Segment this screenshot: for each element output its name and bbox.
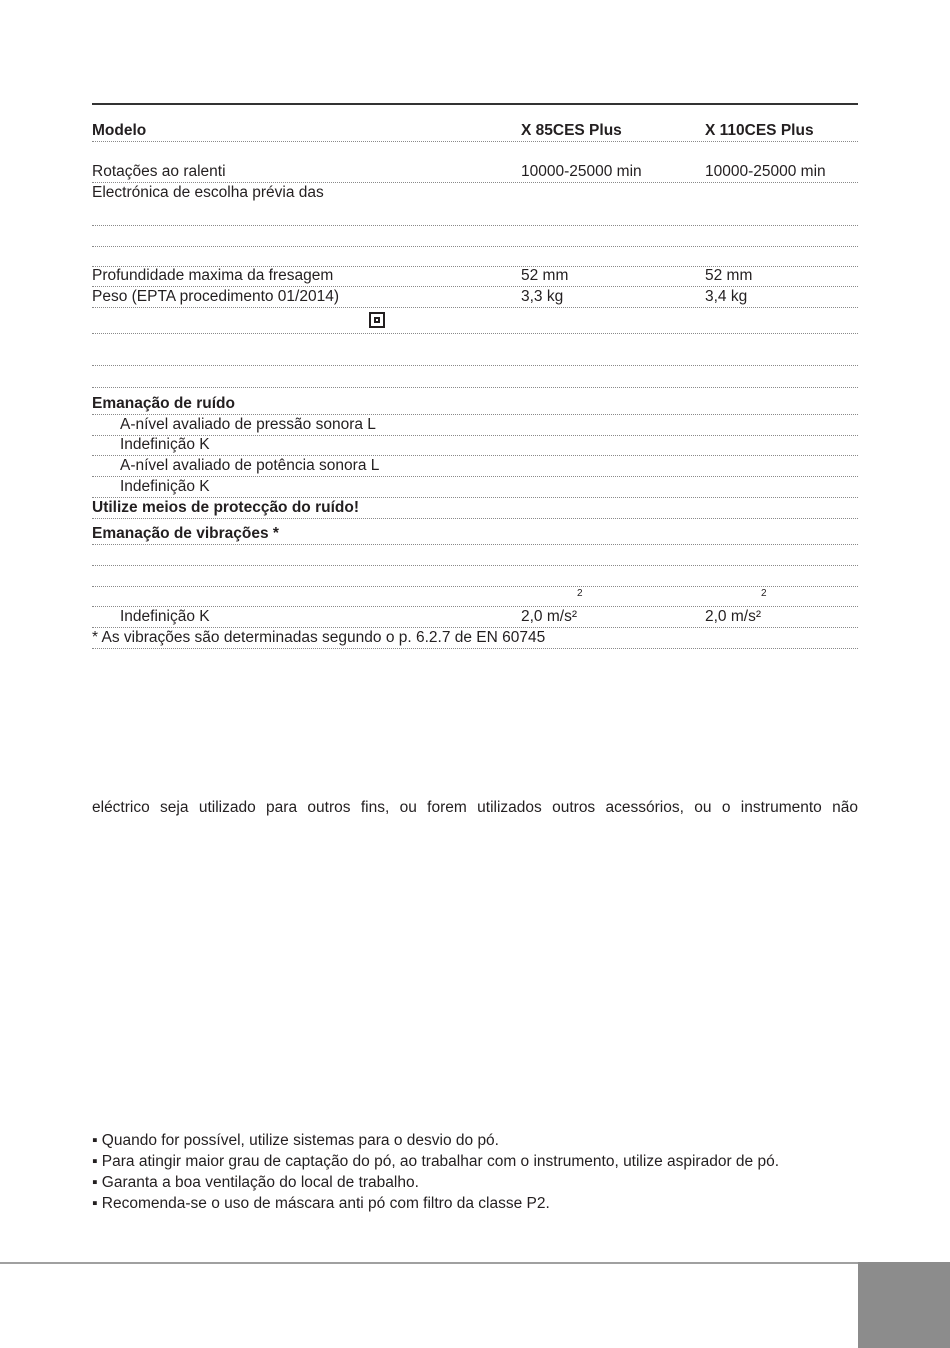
noise-heading-row: [92, 394, 858, 415]
row-label: A-nível avaliado de potência sonora L: [120, 457, 380, 474]
table-row: [92, 435, 858, 456]
row-label: Profundidade maxima da fresagem: [92, 267, 334, 284]
table-row-empty: [92, 367, 858, 388]
row-label: Indefinição K: [120, 608, 210, 625]
list-item: ▪ Para atingir maior grau de captação do pó, ao trabalhar com o instrumento, utilize aspirador de pó.: [92, 1153, 780, 1170]
list-item: ▪ Garanta a boa ventilação do local de trabalho.: [92, 1174, 419, 1191]
table-row-empty: [92, 226, 858, 247]
row-value-1: 10000-25000 min: [521, 163, 642, 180]
row-value-2: 10000-25000 min: [705, 163, 826, 180]
superscript-2: 2: [761, 588, 767, 599]
noise-warning-row: [92, 498, 858, 519]
table-header-row: [92, 121, 858, 142]
table-row: [92, 607, 858, 628]
row-label: Electrónica de escolha prévia das: [92, 184, 324, 201]
top-rule: [92, 103, 858, 105]
table-row-empty: [92, 566, 858, 587]
header-model-1: X 85CES Plus: [521, 122, 622, 139]
paragraph-text: eléctrico seja utilizado para outros fins, ou forem utilizados outros acessórios, ou o instrumento não: [92, 799, 858, 816]
table-row: [92, 266, 858, 287]
row-label: Indefinição K: [120, 478, 210, 495]
table-row: [92, 456, 858, 477]
table-row: [92, 162, 858, 183]
protection-class-row: [92, 310, 858, 334]
row-value-2: 2,0 m/s²: [705, 608, 761, 625]
row-label: Indefinição K: [120, 436, 210, 453]
vibration-heading-row: [92, 524, 858, 545]
table-row-empty: [92, 545, 858, 566]
footnote-row: [92, 628, 858, 649]
header-model-2: X 110CES Plus: [705, 122, 814, 139]
row-label: Peso (EPTA procedimento 01/2014): [92, 288, 339, 305]
row-value-1: 3,3 kg: [521, 288, 564, 305]
row-label: A-nível avaliado de pressão sonora L: [120, 416, 376, 433]
superscript-row: [92, 586, 858, 607]
row-value-2: 52 mm: [705, 267, 753, 284]
row-value-1: 52 mm: [521, 267, 569, 284]
page-tab: [858, 1262, 950, 1348]
list-item: ▪ Recomenda-se o uso de máscara anti pó com filtro da classe P2.: [92, 1195, 550, 1212]
table-row-empty: [92, 345, 858, 366]
table-row: [92, 415, 858, 436]
bottom-rule: [0, 1262, 858, 1264]
row-value-1: 2,0 m/s²: [521, 608, 577, 625]
table-row: [92, 183, 858, 226]
list-item: ▪ Quando for possível, utilize sistemas para o desvio do pó.: [92, 1132, 499, 1149]
table-row: [92, 287, 858, 308]
vibration-heading: Emanação de vibrações *: [92, 525, 279, 542]
double-insulation-icon: [369, 312, 385, 328]
noise-warning: Utilize meios de protecção do ruído!: [92, 499, 359, 516]
superscript-1: 2: [577, 588, 583, 599]
dust-bullet-list: [92, 1130, 779, 1214]
header-label: Modelo: [92, 122, 147, 139]
table-row-empty: [92, 246, 858, 267]
table-row: [92, 477, 858, 498]
footnote: * As vibrações são determinadas segundo o p. 6.2.7 de EN 60745: [92, 629, 546, 646]
noise-heading: Emanação de ruído: [92, 395, 235, 412]
row-label: Rotações ao ralenti: [92, 163, 226, 180]
row-value-2: 3,4 kg: [705, 288, 748, 305]
